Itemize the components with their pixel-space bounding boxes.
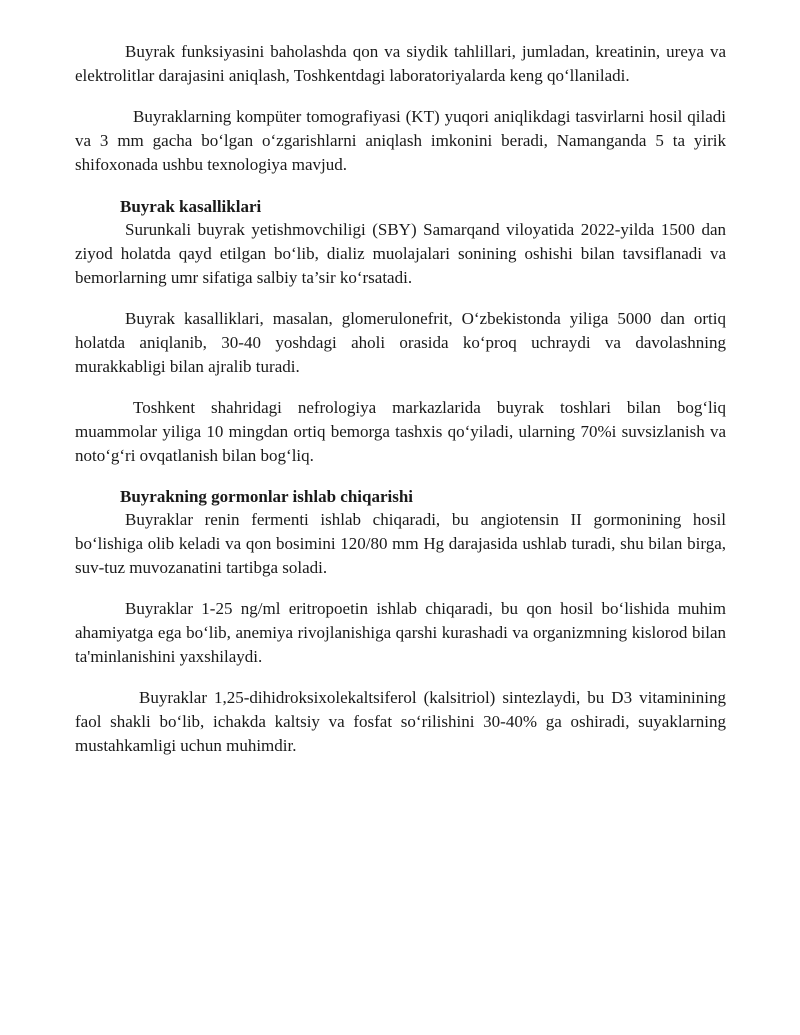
paragraph-kidney-function-tests: Buyrak funksiyasini baholashda qon va siydik tahlillari, jumladan, kreatinin, ureya va elektrolitlar darajasini aniqlash, Toshkentdagi laboratoriyalarda keng qo‘llaniladi.	[75, 42, 726, 85]
paragraph-erythropoietin: Buyraklar 1-25 ng/ml eritropoetin ishlab chiqaradi, bu qon hosil bo‘lishida muhim ahamiyatga ega bo‘lib, anemiya rivojlanishiga qarshi kurashadi va organizmning kislorod bilan ta'minlanishini yaxshilaydi.	[75, 599, 726, 666]
section-heading: Buyrak kasalliklari	[120, 197, 262, 216]
section-kidney-diseases	[75, 195, 726, 468]
paragraph-glomerulonephritis: Buyrak kasalliklari, masalan, glomerulonefrit, O‘zbekistonda yiliga 5000 dan ortiq holatda aniqlanib, 30-40 yoshdagi aholi orasida ko‘proq uchraydi va davolashning murakkabligi bilan ajralib turadi.	[75, 309, 726, 376]
paragraph-calcitriol: Buyraklar 1,25-dihidroksixolekaltsiferol (kalsitriol) sintezlaydi, bu D3 vitaminining faol shakli bo‘lib, ichakda kaltsiy va fosfat so‘rilishini 30-40% ga oshiradi, suyaklarning mustahkamligi uchun muhimdir.	[75, 688, 726, 755]
section-heading: Buyrakning gormonlar ishlab chiqarishi	[120, 487, 414, 506]
section-kidney-hormones	[75, 485, 726, 758]
document-page	[75, 40, 726, 775]
paragraph-ct-imaging: Buyraklarning kompüter tomografiyasi (KT) yuqori aniqlikdagi tasvirlarni hosil qiladi va 3 mm gacha bo‘lgan o‘zgarishlarni aniqlash imkonini beradi, Namanganda 5 ta yirik shifoxonada ushbu texnologiya mavjud.	[75, 107, 726, 174]
paragraph-renin: Buyraklar renin fermenti ishlab chiqaradi, bu angiotensin II gormonining hosil bo‘lishiga olib keladi va qon bosimini 120/80 mm Hg darajasida ushlab turadi, shu bilan birga, suv-tuz muvozanatini tartibga soladi.	[75, 510, 726, 577]
paragraph-chronic-kidney-failure: Surunkali buyrak yetishmovchiligi (SBY) Samarqand viloyatida 2022-yilda 1500 dan ziyod holatda qayd etilgan bo‘lib, dializ muolajalari sonining oshishi bilan tavsiflanadi va bemorlarning umr sifatiga salbiy ta’sir ko‘rsatadi.	[75, 220, 726, 287]
paragraph-kidney-stones: Toshkent shahridagi nefrologiya markazlarida buyrak toshlari bilan bog‘liq muammolar yiliga 10 mingdan ortiq bemorga tashxis qo‘yiladi, ularning 70%i suvsizlanish va noto‘g‘ri ovqatlanish bilan bog‘liq.	[75, 398, 726, 465]
